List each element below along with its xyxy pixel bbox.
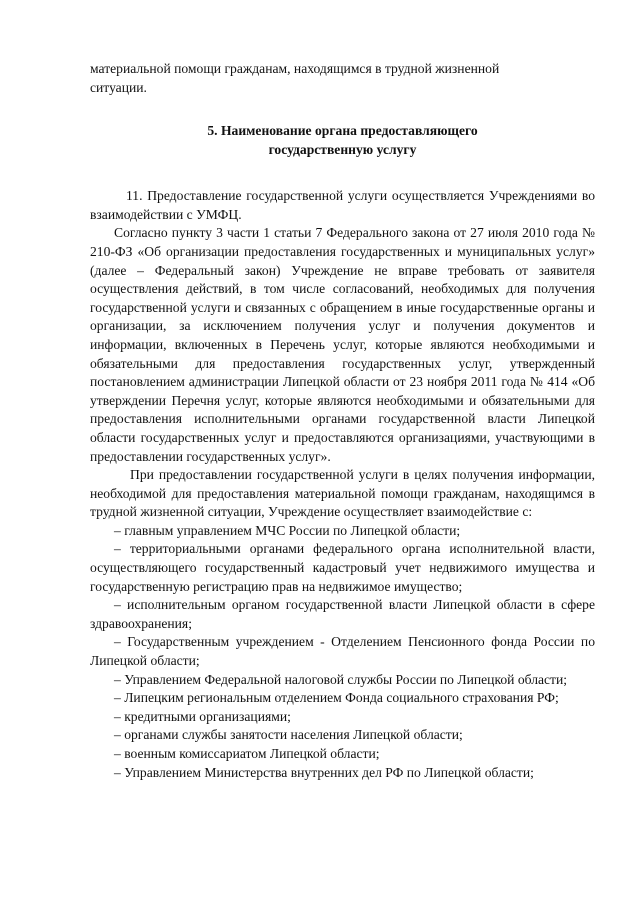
list-item: – Государственным учреждением - Отделением Пенсионного фонда России по Липецкой области;: [90, 634, 595, 669]
paragraph-law: Согласно пункту 3 части 1 статьи 7 Федерального закона от 27 июля 2010 года № 210-ФЗ «Об организации предоставления государственных и муниципальных услуг» (далее – Федеральный закон) Учреждение не вправе требовать от заявителя осуществления действий, в том числе согласований, необходимых для получения государственной услуги и связанных с обращением в иные государственные органы и организации, за исключением получения услуг и получения документов и информации, включенных в Перечень услуг, которые являются необходимыми и обязательными для предоставления государственных услуг, утвержденный постановлением администрации Липецкой области от 23 ноября 2011 года № 414 «Об утверждении Перечня услуг, которые являются необходимыми и обязательными для предоставления исполнительными органами государственной власти Липецкой области государственных услуг и предоставляются организациями, участвующими в предоставлении государственных услуг».: [90, 225, 595, 464]
intro-text: [90, 60, 595, 97]
interaction-list: [90, 522, 595, 782]
list-item: – территориальными органами федерального органа исполнительной власти, осуществляющего государственный кадастровый учет недвижимого имущества и государственную регистрацию прав на недвижимое имущество;: [90, 541, 595, 594]
list-item: – военным комиссариатом Липецкой области;: [114, 746, 380, 761]
list-item: – органами службы занятости населения Липецкой области;: [114, 727, 463, 743]
list-item: – кредитными организациями;: [114, 708, 291, 724]
list-item: – Липецким региональным отделением Фонда социального страхования РФ;: [114, 690, 559, 706]
list-item: – исполнительным органом государственной власти Липецкой области в сфере здравоохранения;: [90, 597, 595, 631]
section-title-line-2: государственную услугу: [268, 142, 417, 158]
document-page: [90, 60, 595, 782]
intro-line-1: материальной помощи гражданам, находящимся в трудной жизненной: [90, 61, 500, 76]
paragraph-11: 11. Предоставление государственной услуги осуществляется Учреждениями во взаимодействии с УМФЦ.: [90, 188, 595, 222]
list-item: – главным управлением МЧС России по Липецкой области;: [114, 522, 461, 538]
list-item: – Управлением Федеральной налоговой службы России по Липецкой области;: [114, 671, 568, 687]
intro-line-2: ситуации.: [90, 79, 147, 95]
section-heading: [90, 121, 595, 159]
section-title-line-1: 5. Наименование органа предоставляющего: [207, 123, 478, 139]
list-item: – Управлением Министерства внутренних дел РФ по Липецкой области;: [114, 764, 534, 780]
paragraph-interaction: При предоставлении государственной услуги в целях получения информации, необходимой для предоставления материальной помощи гражданам, находящимся в трудной жизненной ситуации, Учреждение осуществляет взаимодействие с:: [90, 467, 595, 520]
